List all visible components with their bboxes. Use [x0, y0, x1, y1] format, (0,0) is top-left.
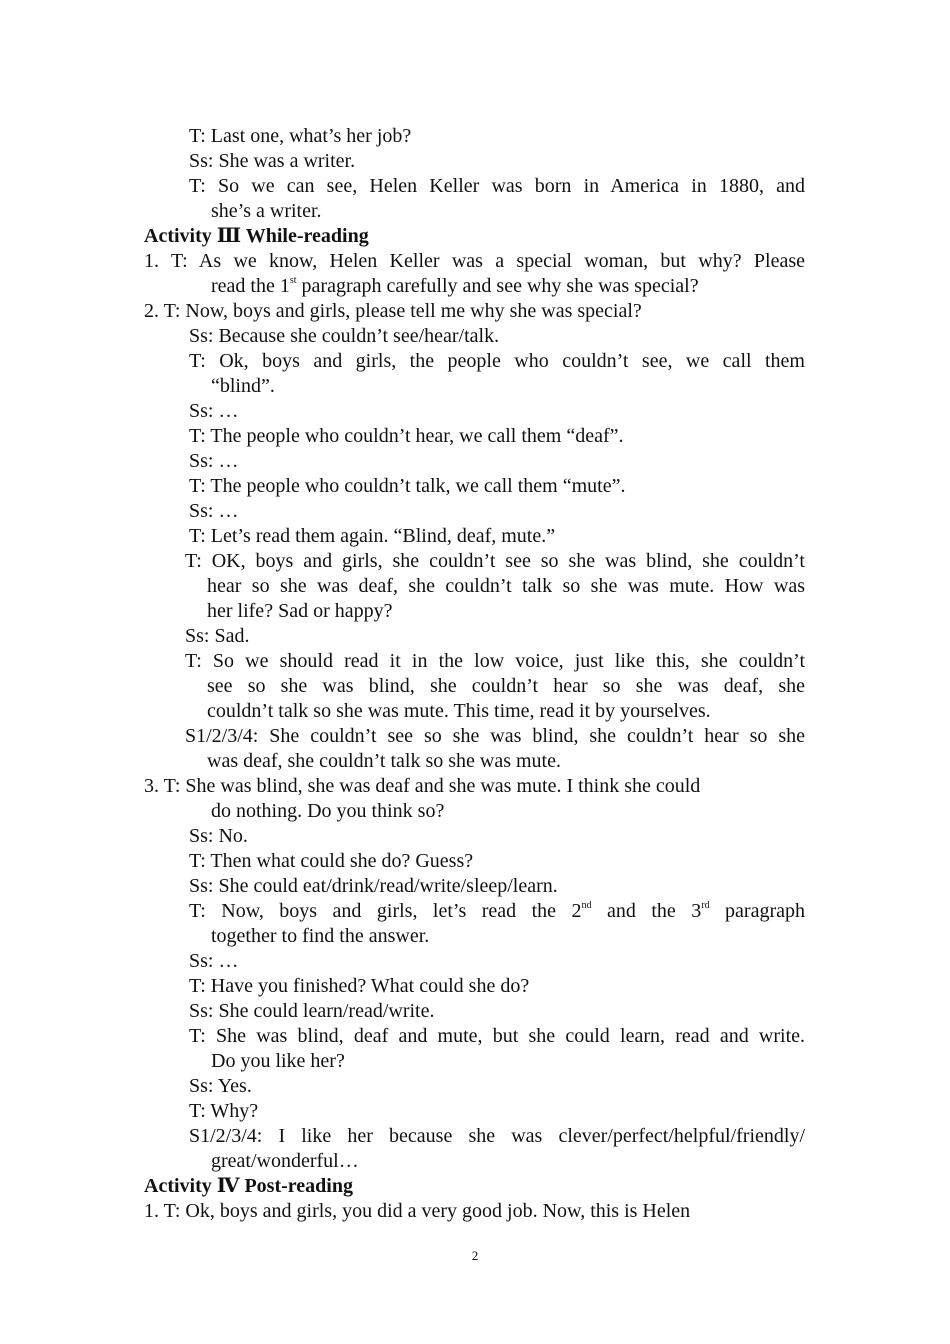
text-fragment: paragraph [709, 900, 805, 922]
text-line: Ss: … [189, 400, 239, 422]
text-line: her life? Sad or happy? [207, 600, 393, 622]
text-line: S1/2/3/4: She couldn’t see so she was blind, she couldn’t hear so she [185, 725, 805, 747]
text-fragment: paragraph carefully and see why she was special? [296, 275, 699, 297]
text-line: 1. T: Ok, boys and girls, you did a very good job. Now, this is Helen [144, 1200, 691, 1222]
text-line: Ss: She was a writer. [189, 150, 356, 172]
text-line: Ss: No. [189, 825, 248, 847]
text-line: T: So we can see, Helen Keller was born in America in 1880, and [189, 175, 805, 197]
text-line: Ss: … [189, 500, 239, 522]
page-number: 2 [471, 1248, 479, 1263]
text-line: 3. T: She was blind, she was deaf and she was mute. I think she could [144, 775, 701, 797]
text-line: T: Ok, boys and girls, the people who couldn’t see, we call them [189, 350, 805, 372]
text-line: Ss: … [189, 950, 239, 972]
text-line: T: Why? [189, 1100, 259, 1122]
text-line: T: Have you finished? What could she do? [189, 975, 530, 997]
text-line: “blind”. [211, 375, 275, 397]
text-line: T: The people who couldn’t talk, we call them “mute”. [189, 475, 626, 497]
text-fragment: and the 3 [591, 900, 702, 922]
text-fragment: read the 1 [211, 275, 290, 297]
text-line: 2. T: Now, boys and girls, please tell me why she was special? [144, 300, 642, 322]
text-line: T: She was blind, deaf and mute, but she could learn, read and write. [189, 1025, 805, 1047]
text-line [211, 274, 699, 299]
text-line: T: Let’s read them again. “Blind, deaf, mute.” [189, 525, 556, 547]
ordinal-suffix: st [289, 275, 297, 286]
ordinal-suffix: nd [581, 900, 592, 911]
text-line: Do you like her? [211, 1050, 345, 1072]
text-line: T: Last one, what’s her job? [189, 125, 412, 147]
text-line: T: OK, boys and girls, she couldn’t see so she was blind, she couldn’t [185, 550, 805, 572]
text-line: T: Then what could she do? Guess? [189, 850, 474, 872]
text-line: Ss: She could learn/read/write. [189, 1000, 435, 1022]
text-line: Ss: Yes. [189, 1075, 252, 1097]
text-line [189, 899, 805, 924]
text-line: do nothing. Do you think so? [211, 800, 445, 822]
ordinal-suffix: rd [701, 900, 710, 911]
text-line: S1/2/3/4: I like her because she was clever/perfect/helpful/friendly/ [189, 1125, 805, 1147]
text-line: together to find the answer. [211, 925, 430, 947]
text-line: she’s a writer. [211, 200, 322, 222]
activity-heading: Activity Ⅳ Post-reading [144, 1175, 353, 1197]
text-line: T: The people who couldn’t hear, we call them “deaf”. [189, 425, 624, 447]
text-line: Ss: She could eat/drink/read/write/sleep/learn. [189, 875, 558, 897]
text-line: hear so she was deaf, she couldn’t talk so she was mute. How was [207, 575, 805, 597]
text-line: great/wonderful… [211, 1150, 359, 1172]
text-line: 1. T: As we know, Helen Keller was a special woman, but why? Please [144, 250, 805, 272]
text-line: see so she was blind, she couldn’t hear so she was deaf, she [207, 675, 805, 697]
text-line: T: So we should read it in the low voice, just like this, she couldn’t [185, 650, 805, 672]
text-line: couldn’t talk so she was mute. This time, read it by yourselves. [207, 700, 711, 722]
text-line: Ss: Sad. [185, 625, 250, 647]
activity-heading: Activity Ⅲ While-reading [144, 225, 369, 247]
text-line: was deaf, she couldn’t talk so she was mute. [207, 750, 561, 772]
text-fragment: T: Now, boys and girls, let’s read the 2 [189, 900, 582, 922]
text-line: Ss: Because she couldn’t see/hear/talk. [189, 325, 500, 347]
text-line: Ss: … [189, 450, 239, 472]
